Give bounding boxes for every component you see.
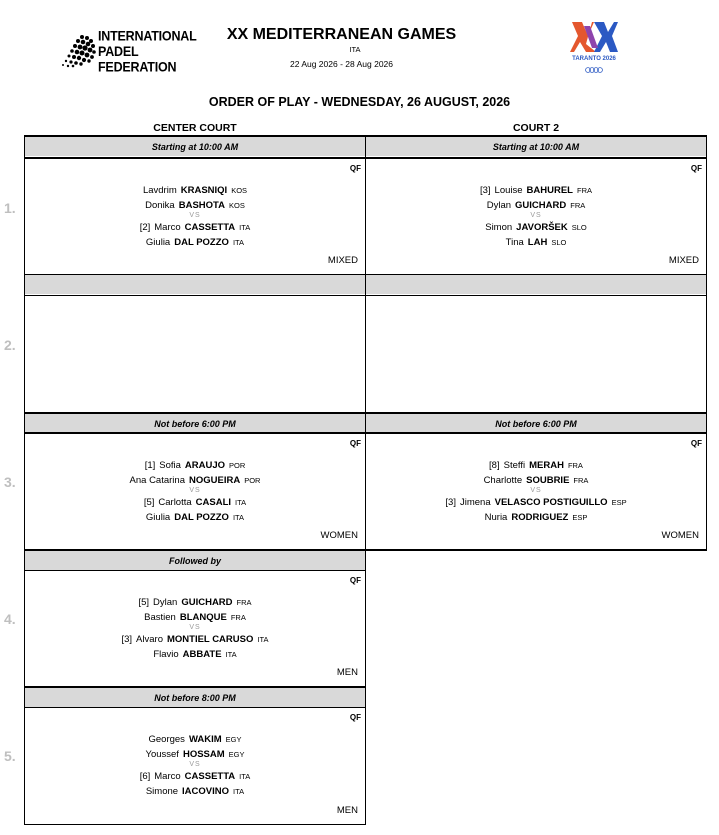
player-first-name: Bastien — [144, 612, 176, 623]
player-first-name: Marco — [154, 771, 181, 782]
match-players — [25, 458, 365, 524]
player-seed: [6] — [139, 771, 151, 782]
time-bar-r4-center: Followed by — [25, 551, 365, 570]
event-title: XX MEDITERRANEAN GAMES — [226, 26, 457, 43]
player-last-name: BASHOTA — [178, 200, 225, 211]
match-card-r3-court2[interactable] — [366, 434, 706, 549]
player-last-name: GUICHARD — [181, 597, 233, 608]
player-seed: [3] — [445, 497, 456, 508]
player-seed: [3] — [479, 185, 491, 196]
player-seed: [5] — [138, 597, 150, 608]
grid-line — [24, 295, 707, 296]
match-players — [25, 595, 365, 661]
match-card-r1-center[interactable] — [25, 159, 365, 274]
court-header-court2: COURT 2 — [512, 122, 560, 134]
player-nationality: POR — [244, 476, 261, 485]
player-first-name: Giulia — [145, 512, 171, 523]
match-event-type: MIXED — [327, 255, 358, 266]
time-bar-r3-court2: Not before 6:00 PM — [366, 414, 706, 433]
player-line — [25, 510, 365, 524]
match-event-type: WOMEN — [661, 530, 699, 541]
player-last-name: GUICHARD — [515, 200, 567, 211]
player-last-name: MERAH — [529, 460, 564, 471]
player-last-name: ABBATE — [182, 649, 222, 660]
player-nationality: KOS — [229, 201, 245, 210]
player-last-name: LAH — [527, 237, 548, 248]
player-last-name: JAVORŠEK — [516, 222, 568, 233]
event-country: ITA — [349, 45, 361, 54]
row-number: 4. — [4, 611, 16, 627]
player-last-name: DAL POZZO — [174, 512, 229, 523]
versus-label: VS — [189, 487, 201, 494]
match-round: QF — [349, 164, 361, 173]
player-nationality: ITA — [232, 513, 245, 522]
player-first-name: Tina — [505, 237, 524, 248]
time-bar-r2-center — [25, 275, 365, 294]
player-first-name: Carlotta — [158, 497, 192, 508]
player-line — [366, 198, 706, 212]
row-number: 5. — [4, 748, 16, 764]
match-event-type: WOMEN — [320, 530, 358, 541]
player-line — [25, 458, 365, 473]
player-nationality: POR — [229, 461, 246, 470]
match-round: QF — [690, 164, 702, 173]
event-dates: 22 Aug 2026 - 28 Aug 2026 — [289, 59, 394, 69]
player-nationality: FRA — [230, 613, 246, 622]
player-seed: [1] — [144, 460, 156, 471]
player-first-name: Simone — [145, 786, 179, 797]
grid-line — [24, 274, 707, 275]
player-line — [366, 510, 706, 524]
player-line — [25, 183, 365, 198]
player-nationality: FRA — [570, 201, 586, 210]
player-nationality: EGY — [228, 750, 245, 759]
match-card-r4-center[interactable] — [25, 571, 365, 686]
player-first-name: Sofia — [159, 460, 181, 471]
player-last-name: KRASNIQI — [180, 185, 228, 196]
player-last-name: RODRIGUEZ — [511, 512, 569, 523]
order-of-play-title: ORDER OF PLAY - WEDNESDAY, 26 AUGUST, 2026 — [208, 95, 511, 109]
player-nationality: ESP — [611, 498, 627, 507]
grid-line — [24, 412, 707, 414]
player-line — [25, 647, 365, 661]
player-line — [366, 473, 706, 487]
match-round: QF — [349, 576, 361, 585]
player-line — [366, 458, 706, 473]
player-nationality: EGY — [225, 735, 242, 744]
match-event-type: MEN — [336, 805, 358, 816]
match-players — [366, 183, 706, 249]
player-seed: [5] — [143, 497, 155, 508]
player-nationality: SLO — [571, 223, 587, 232]
player-first-name: Giulia — [145, 237, 171, 248]
player-nationality: ESP — [572, 513, 588, 522]
player-line — [25, 495, 365, 510]
player-nationality: FRA — [567, 461, 583, 470]
time-bar-r3-center: Not before 6:00 PM — [25, 414, 365, 433]
federation-line-2: PADEL — [98, 43, 139, 60]
grid-bottom-line — [24, 824, 366, 825]
player-line — [25, 784, 365, 798]
versus-label: VS — [189, 761, 201, 768]
player-line — [25, 747, 365, 761]
grid-line — [24, 549, 707, 551]
versus-label: VS — [189, 624, 201, 631]
player-last-name: MONTIEL CARUSO — [166, 634, 254, 645]
player-first-name: Alvaro — [136, 634, 163, 645]
federation-line-3: FEDERATION — [98, 59, 177, 76]
player-first-name: Dylan — [486, 200, 512, 211]
player-first-name: Lavdrim — [142, 185, 177, 196]
player-last-name: DAL POZZO — [174, 237, 229, 248]
player-nationality: SLO — [551, 238, 567, 247]
player-last-name: BAHUREL — [526, 185, 573, 196]
mediterranean-games-logo — [568, 18, 620, 76]
versus-label: VS — [530, 212, 542, 219]
match-round: QF — [690, 439, 702, 448]
player-nationality: ITA — [235, 498, 247, 507]
time-bar-r2-court2 — [366, 275, 706, 294]
match-round: QF — [349, 713, 361, 722]
player-first-name: Ana Catarina — [129, 475, 185, 486]
grid-top-line — [24, 135, 707, 137]
player-nationality: ITA — [232, 238, 245, 247]
player-last-name: SOUBRIE — [526, 475, 570, 486]
player-line — [25, 610, 365, 624]
player-line — [366, 183, 706, 198]
grid-border-right — [706, 135, 707, 551]
player-first-name: Georges — [148, 734, 185, 745]
games-logo-caption: TARANTO 2026 — [572, 56, 616, 62]
match-round: QF — [349, 439, 361, 448]
match-card-r5-center[interactable] — [25, 708, 365, 824]
player-nationality: ITA — [239, 772, 251, 781]
player-seed: [2] — [139, 222, 151, 233]
player-line — [366, 235, 706, 249]
player-nationality: KOS — [231, 186, 248, 195]
padel-ball-icon — [58, 32, 98, 68]
match-event-type: MEN — [336, 667, 358, 678]
player-last-name: HOSSAM — [182, 749, 225, 760]
player-nationality: ITA — [257, 635, 269, 644]
player-first-name: Marco — [154, 222, 181, 233]
player-nationality: FRA — [236, 598, 252, 607]
row-number: 2. — [4, 337, 16, 353]
schedule-grid — [24, 135, 707, 825]
match-players — [25, 183, 365, 249]
match-players — [25, 732, 365, 798]
row-number: 1. — [4, 200, 16, 216]
match-card-r3-center[interactable] — [25, 434, 365, 549]
versus-label: VS — [530, 487, 542, 494]
player-first-name: Nuria — [484, 512, 508, 523]
player-nationality: ITA — [225, 650, 237, 659]
grid-line — [24, 686, 366, 688]
player-last-name: CASSETTA — [184, 222, 236, 233]
player-last-name: VELASCO POSTIGUILLO — [494, 497, 608, 508]
player-nationality: FRA — [577, 186, 592, 195]
player-first-name: Donika — [145, 200, 175, 211]
player-line — [25, 769, 365, 784]
time-bar-r1-center: Starting at 10:00 AM — [25, 137, 365, 156]
player-last-name: NOGUEIRA — [188, 475, 241, 486]
player-last-name: CASALI — [195, 497, 232, 508]
player-line — [25, 235, 365, 249]
time-bar-r1-court2: Starting at 10:00 AM — [366, 137, 706, 156]
time-bar-r5-center: Not before 8:00 PM — [25, 688, 365, 707]
player-last-name: CASSETTA — [184, 771, 236, 782]
player-first-name: Youssef — [145, 749, 179, 760]
federation-name — [98, 28, 197, 75]
player-last-name: BLANQUE — [179, 612, 227, 623]
court-header-center: CENTER COURT — [153, 122, 237, 134]
match-card-r1-court2[interactable] — [366, 159, 706, 274]
player-last-name: IACOVINO — [182, 786, 230, 797]
player-line — [25, 632, 365, 647]
federation-logo — [58, 28, 197, 76]
player-nationality: ITA — [233, 787, 245, 796]
player-seed: [8] — [489, 460, 500, 471]
player-last-name: WAKIM — [188, 734, 222, 745]
player-first-name: Flavio — [153, 649, 179, 660]
player-first-name: Simon — [485, 222, 513, 233]
player-first-name: Steffi — [503, 460, 526, 471]
player-line — [25, 198, 365, 212]
match-event-type: MIXED — [668, 255, 699, 266]
player-line — [366, 495, 706, 510]
player-line — [25, 473, 365, 487]
player-line — [25, 732, 365, 747]
row-number: 3. — [4, 474, 16, 490]
federation-line-1: INTERNATIONAL — [98, 28, 197, 44]
player-first-name: Dylan — [153, 597, 178, 608]
versus-label: VS — [189, 212, 201, 219]
player-nationality: ITA — [239, 223, 251, 232]
player-seed: [3] — [121, 634, 133, 645]
player-line — [366, 220, 706, 235]
player-line — [25, 220, 365, 235]
player-first-name: Louise — [494, 185, 523, 196]
player-nationality: FRA — [573, 476, 589, 485]
player-first-name: Charlotte — [483, 475, 523, 486]
player-first-name: Jimena — [459, 497, 491, 508]
player-last-name: ARAUJO — [184, 460, 226, 471]
player-line — [25, 595, 365, 610]
match-players — [366, 458, 706, 524]
